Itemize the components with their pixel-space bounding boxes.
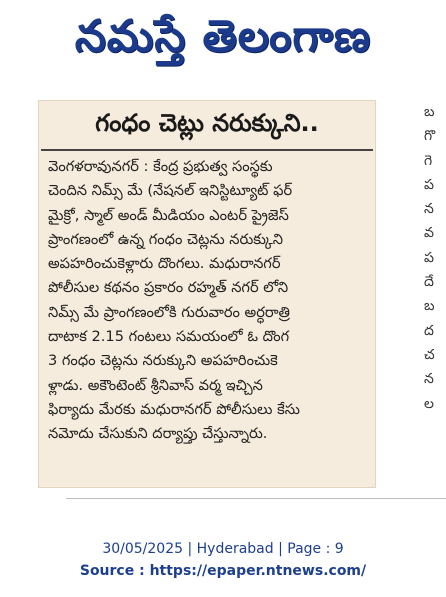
- adjacent-glyph: వ: [424, 225, 434, 242]
- article-line: నమోదు చేసుకుని దర్యాప్తు చేస్తున్నారు.: [48, 425, 268, 443]
- article-line: దాటాక 2.15 గంటలు సమయంలో ఓ దొంగ: [48, 328, 290, 346]
- adjacent-glyph: న: [424, 371, 434, 388]
- adjacent-glyph: బ: [424, 298, 435, 315]
- article-line: చెందిన నిమ్స్ మే (నేషనల్ ఇనిస్టిట్యూట్ ఫర్: [48, 182, 293, 200]
- article-body: [48, 155, 366, 447]
- article-line: 3 గంధం చెట్లను నరుక్కుని అపహరించుకె: [48, 352, 278, 370]
- adjacent-glyph: ప: [424, 249, 434, 266]
- adjacent-glyph: ప: [424, 176, 434, 193]
- article-line: ప్రాంగణంలో ఉన్న గంధం చెట్లను నరుక్కుని: [48, 230, 283, 248]
- adjacent-glyph: చ: [424, 346, 435, 363]
- footer-dateline: 30/05/2025 | Hyderabad | Page : 9: [102, 541, 344, 557]
- adjacent-glyph: దే: [424, 274, 434, 291]
- adjacent-glyph: గె: [424, 152, 433, 169]
- article-line: నిమ్స్ మే ప్రాంగణంలోకి గురువారం అర్ధరాత్రి: [48, 303, 290, 321]
- article-clipping: [38, 100, 376, 488]
- headline-divider: [41, 149, 373, 151]
- adjacent-glyph: న: [424, 201, 434, 218]
- adjacent-glyph: బ: [424, 104, 435, 120]
- adjacent-glyph: ద: [424, 322, 434, 339]
- article-line: వెంగళరావునగర్ : కేంద్ర ప్రభుత్వ సంస్థకు: [48, 158, 273, 175]
- article-line: ళ్లాడు. అకౌంటెంట్ శ్రీనివాస్ వర్మ ఇచ్చిన: [48, 376, 263, 394]
- newspaper-masthead: [18, 6, 428, 78]
- adjacent-column-fragment: [424, 100, 446, 470]
- article-line: ఫిర్యాదు మేరకు మధురానగర్ పోలీసులు కేసు: [48, 400, 300, 418]
- footer-source-link[interactable]: Source : https://epaper.ntnews.com/: [79, 563, 367, 579]
- article-headline: గంధం చెట్లు నరుక్కుని..: [95, 109, 319, 137]
- article-line: మైక్రో, స్మాల్ అండ్ మీడియం ఎంటర్ ప్రైజెస్: [48, 206, 289, 224]
- masthead-title: నమస్తే తెలంగాణ: [74, 11, 372, 62]
- page-divider: [66, 498, 446, 499]
- adjacent-glyph: ల: [424, 395, 434, 412]
- adjacent-glyph: గొ: [424, 128, 436, 145]
- article-line: అపహరించుకెళ్లారు దొంగలు. మధురానగర్: [48, 255, 281, 273]
- page-footer: [0, 538, 446, 582]
- article-line: పోలీసుల కథనం ప్రకారం రహ్మత్ నగర్ లోని: [48, 279, 289, 297]
